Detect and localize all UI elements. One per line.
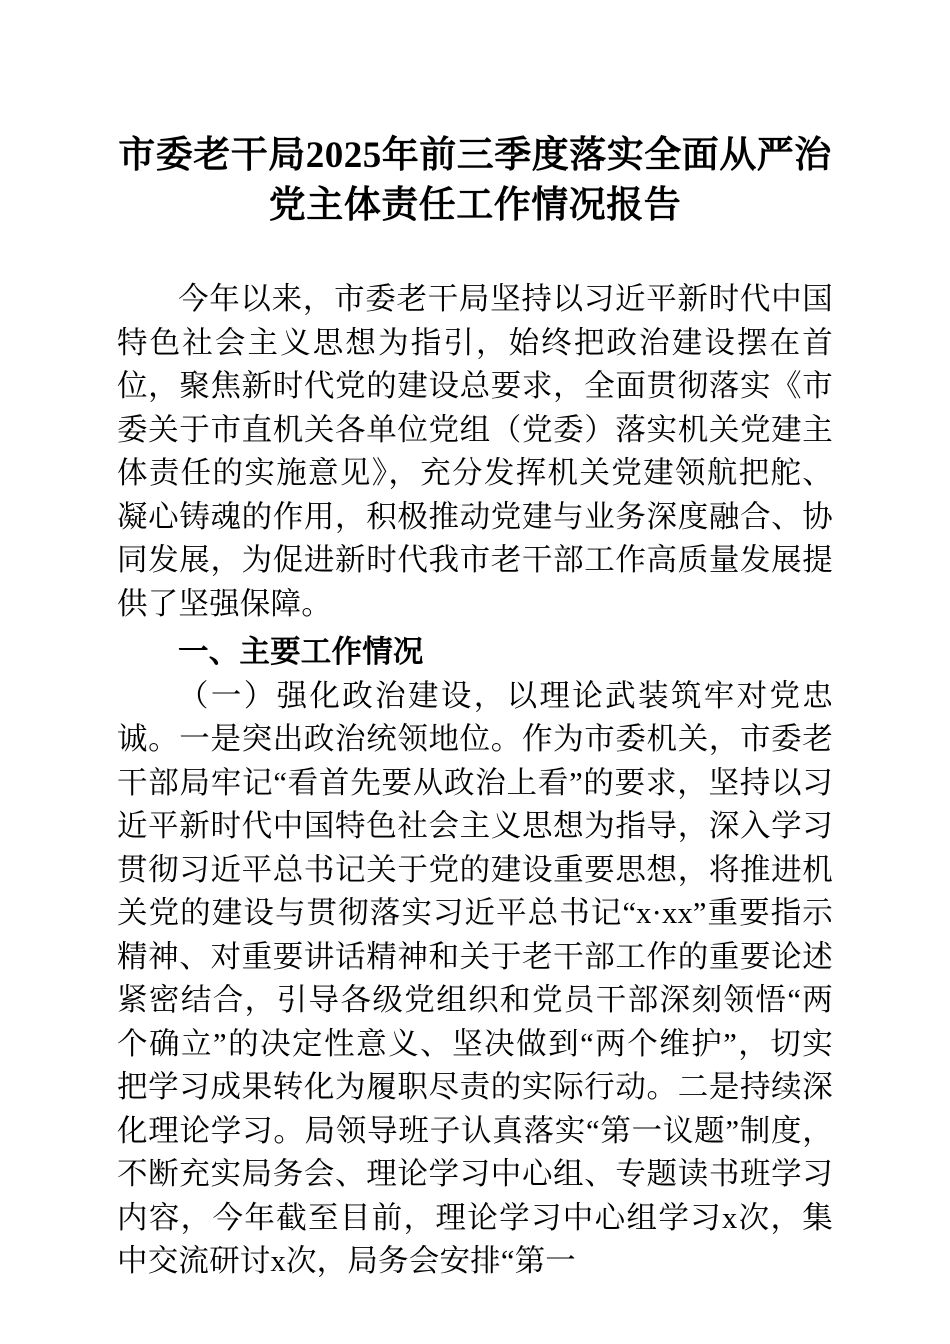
paragraph-intro: 今年以来，市委老干局坚持以习近平新时代中国特色社会主义思想为指引，始终把政治建设摆在首位，聚焦新时代党的建设总要求，全面贯彻落实《市委关于市直机关各单位党组（党委）落实机关党建主体责任的实施意见》，充分发挥机关党建领航把舵、凝心铸魂的作用，积极推动党建与业务深度融合、协同发展，为促进新时代我市老干部工作高质量发展提供了坚强保障。 bbox=[117, 282, 833, 621]
page-title: 市委老干局2025年前三季度落实全面从严治党主体责任工作情况报告 bbox=[118, 135, 832, 226]
section-heading-main-work: 一、主要工作情况 bbox=[178, 635, 424, 669]
paragraph-section-1-1: （一）强化政治建设，以理论武装筑牢对党忠诚。一是突出政治统领地位。作为市委机关，市委老干部局牢记“看首先要从政治上看”的要求，坚持以习近平新时代中国特色社会主义思想为指导，深入学习贯彻习近平总书记关于党的建设重要思想，将推进机关党的建设与贯彻落实习近平总书记“x·xx”重要指示精神、对重要讲话精神和关于老干部工作的重要论述紧密结合，引导各级党组织和党员干部深刻领悟“两个确立”的决定性意义、坚决做到“两个维护”，切实把学习成果转化为履职尽责的实际行动。二是持续深化理论学习。局领导班子认真落实“第一议题”制度，不断充实局务会、理论学习中心组、专题读书班学习内容，今年截至目前，理论学习中心组学习x次，集中交流研讨x次，局务会安排“第一 bbox=[117, 678, 833, 1278]
document-text-column bbox=[117, 0, 833, 1284]
